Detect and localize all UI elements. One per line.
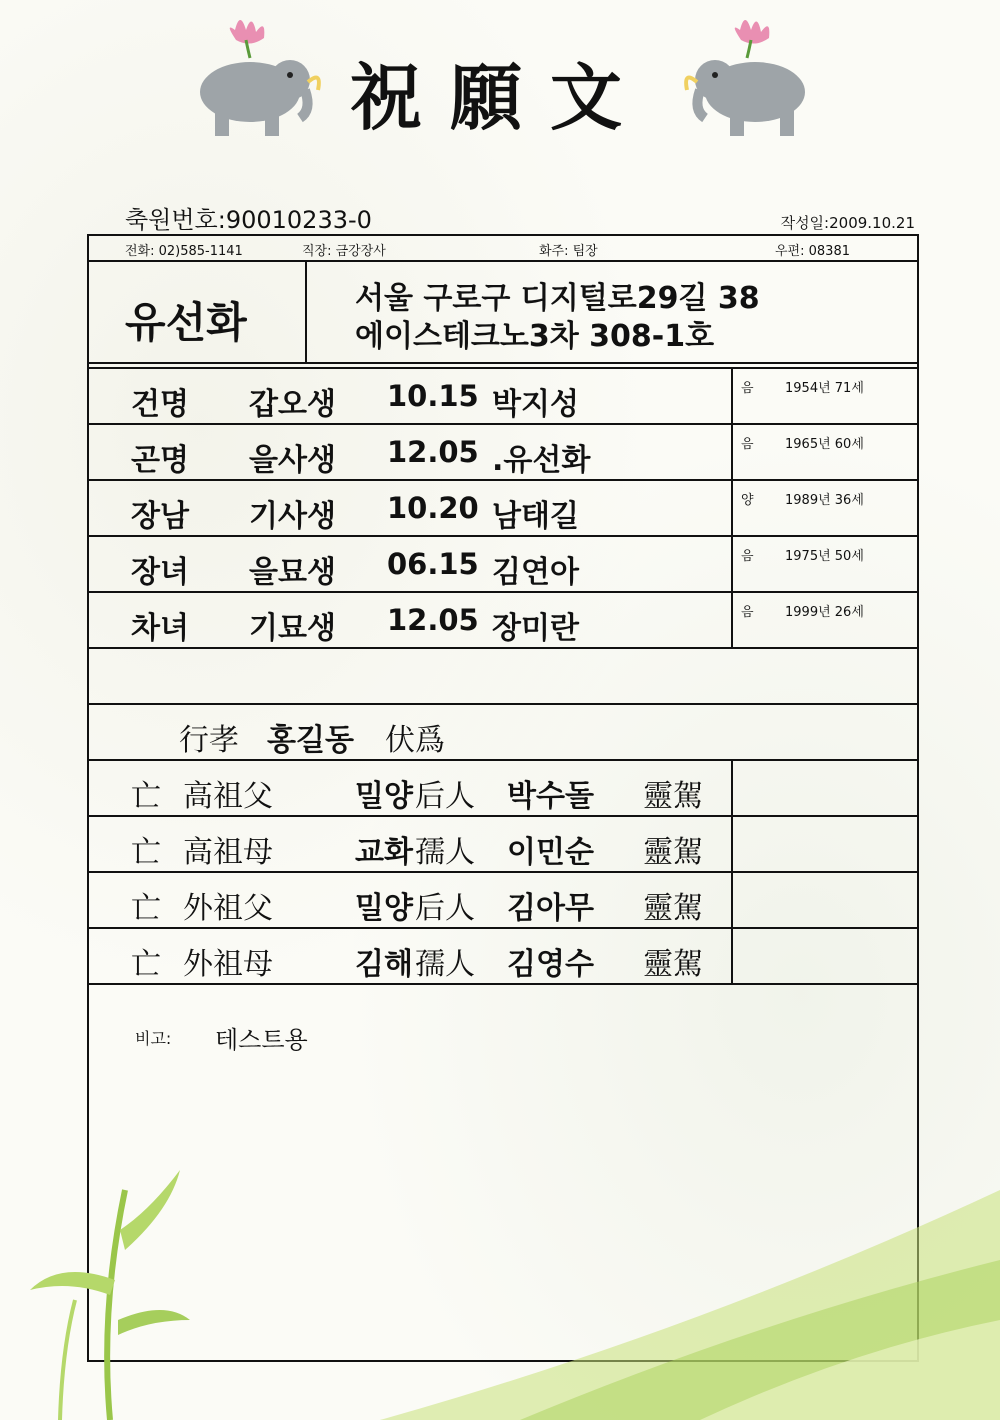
written-date-label: 작성일: [780, 214, 830, 232]
column-divider [731, 481, 733, 537]
ancestor-title: 后人 [415, 779, 475, 814]
ancestor-dead-mark: 亡 [131, 947, 161, 982]
ancestor-name: 김아무 [507, 891, 594, 926]
family-relation: 건명 [131, 387, 189, 422]
host-box [87, 262, 919, 364]
family-year-age: 1965년 60세 [785, 437, 864, 452]
family-row [87, 593, 919, 649]
info-postal: 우편: 08381 [775, 244, 850, 259]
ancestor-title: 后人 [415, 891, 475, 926]
family-row [87, 481, 919, 537]
written-date [781, 212, 915, 233]
family-zodiac: 을사생 [249, 443, 336, 478]
ancestor-end: 靈駕 [643, 779, 703, 814]
family-row [87, 537, 919, 593]
family-name: 박지성 [492, 387, 579, 422]
family-zodiac: 을묘생 [249, 555, 336, 590]
family-birthday: 06.15 [387, 547, 479, 581]
document-title: 祝願文 [349, 55, 650, 140]
family-name: 남태길 [492, 499, 579, 534]
family-year-age: 1989년 36세 [785, 493, 864, 508]
ancestor-relation: 外祖母 [183, 947, 273, 982]
ancestor-dead-mark: 亡 [131, 835, 161, 870]
doer-name: 홍길동 [267, 723, 354, 758]
ancestor-clan: 밀양 [355, 779, 413, 814]
column-divider [731, 817, 733, 873]
family-relation: 장남 [131, 499, 189, 534]
family-year-age: 1975년 50세 [785, 549, 864, 564]
family-relation: 장녀 [131, 555, 189, 590]
remarks-label: 비고: [135, 1029, 172, 1048]
ancestor-row [87, 761, 919, 817]
ancestor-clan: 교화 [355, 835, 413, 870]
column-divider [731, 929, 733, 985]
column-divider [731, 761, 733, 817]
prayer-number-label: 축원번호: [125, 206, 226, 234]
ancestor-name: 김영수 [507, 947, 594, 982]
doer-label: 行孝 [179, 723, 239, 758]
family-row [87, 369, 919, 425]
family-relation: 곤명 [131, 443, 189, 478]
info-phone: 전화: 02)585-1141 [125, 244, 243, 259]
column-divider [731, 537, 733, 593]
ancestor-name: 이민순 [507, 835, 594, 870]
family-name: 김연아 [492, 555, 579, 590]
host-divider [305, 262, 307, 362]
family-calendar: 음 [741, 549, 754, 564]
column-divider [731, 873, 733, 929]
ancestor-clan: 밀양 [355, 891, 413, 926]
ancestor-clan: 김해 [355, 947, 413, 982]
doer-suffix: 伏爲 [385, 723, 445, 758]
prayer-number-value: 90010233-0 [225, 206, 372, 234]
family-birthday: 12.05 [387, 435, 479, 469]
host-name: 유선화 [125, 298, 247, 347]
address-line-2: 에이스테크노3차 308-1호 [355, 319, 715, 354]
family-zodiac: 기묘생 [249, 611, 336, 646]
host-address [355, 280, 760, 356]
family-calendar: 음 [741, 605, 754, 620]
info-work: 직장: 금강장사 [302, 244, 386, 259]
family-name: 장미란 [492, 611, 579, 646]
ancestor-relation: 高祖母 [183, 835, 273, 870]
ancestor-title: 孺人 [415, 835, 475, 870]
ancestor-title: 孺人 [415, 947, 475, 982]
ancestor-relation: 高祖父 [183, 779, 273, 814]
family-calendar: 음 [741, 381, 754, 396]
family-zodiac: 갑오생 [249, 387, 336, 422]
family-birthday: 10.15 [387, 379, 479, 413]
remarks-value: 테스트용 [215, 1026, 308, 1054]
bamboo-leaf-decoration-icon [0, 1150, 1000, 1420]
info-strip [87, 234, 919, 262]
family-year-age: 1954년 71세 [785, 381, 864, 396]
ancestor-relation: 外祖父 [183, 891, 273, 926]
doer-row [87, 705, 919, 761]
info-head: 화주: 팀장 [539, 244, 598, 259]
prayer-table [87, 369, 919, 985]
family-row [87, 425, 919, 481]
ancestor-end: 靈駕 [643, 835, 703, 870]
column-divider [731, 425, 733, 481]
ancestor-row [87, 873, 919, 929]
address-line-1: 서울 구로구 디지털로29길 38 [355, 281, 760, 316]
family-calendar: 양 [741, 493, 754, 508]
ancestor-row [87, 929, 919, 985]
family-year-age: 1999년 26세 [785, 605, 864, 620]
ancestor-dead-mark: 亡 [131, 891, 161, 926]
column-divider [731, 369, 733, 425]
written-date-value: 2009.10.21 [829, 214, 915, 232]
family-birthday: 12.05 [387, 603, 479, 637]
empty-row [87, 649, 919, 705]
family-relation: 차녀 [131, 611, 189, 646]
family-birthday: 10.20 [387, 491, 479, 525]
prayer-number [125, 200, 372, 235]
family-zodiac: 기사생 [249, 499, 336, 534]
ancestor-end: 靈駕 [643, 891, 703, 926]
ancestor-name: 박수돌 [507, 779, 594, 814]
ancestor-row [87, 817, 919, 873]
ancestor-dead-mark: 亡 [131, 779, 161, 814]
family-name: .유선화 [492, 443, 591, 478]
family-calendar: 음 [741, 437, 754, 452]
ancestor-end: 靈駕 [643, 947, 703, 982]
column-divider [731, 593, 733, 649]
